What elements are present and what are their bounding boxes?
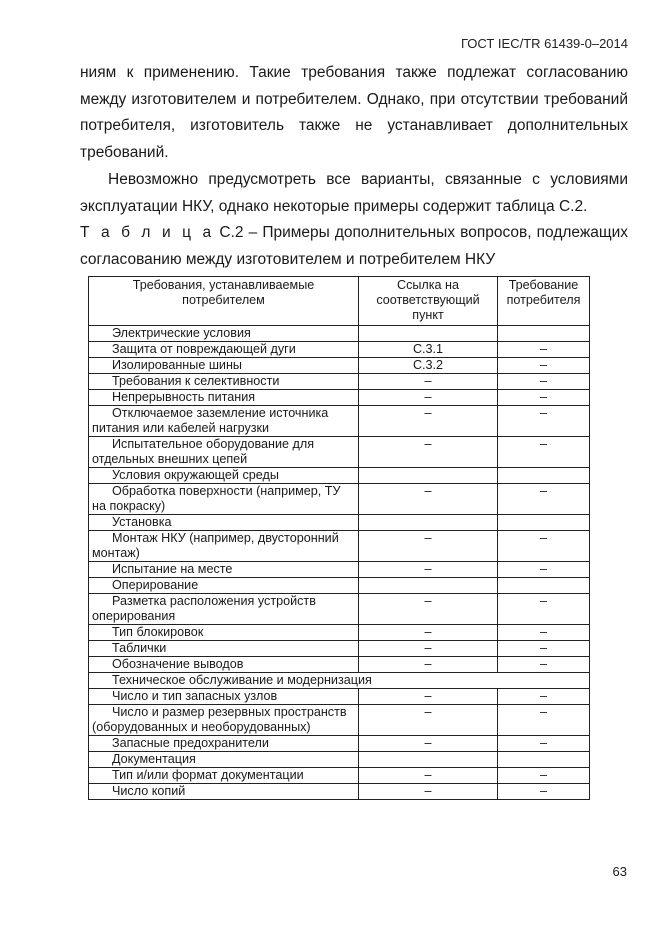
table-row (89, 342, 590, 358)
reference-cell: С.3.1 (359, 342, 498, 358)
table-caption-label: Т а б л и ц а (80, 224, 215, 241)
reference-cell: – (359, 531, 498, 562)
requirement-text: Электрические условия (112, 326, 251, 340)
user-requirement-cell: – (498, 736, 590, 752)
user-requirement-cell: – (498, 784, 590, 800)
requirement-cell (89, 531, 359, 562)
requirement-cell (89, 390, 359, 406)
requirement-text: Испытание на месте (112, 562, 233, 576)
reference-cell: – (359, 657, 498, 673)
requirement-text: Требования к селективности (112, 374, 280, 388)
reference-cell: – (359, 705, 498, 736)
requirement-text: Обработка поверхности (например, ТУ на покраску) (92, 484, 341, 513)
requirement-text: Документация (112, 752, 196, 766)
requirement-text: Таблички (112, 641, 167, 655)
paragraph-table-intro-text: Невозможно предусмотреть все варианты, связанные с условиями эксплуатации НКУ, однако некоторые примеры содержит таблица С.2. (80, 171, 628, 215)
table-row (89, 374, 590, 390)
requirement-text: Установка (112, 515, 172, 529)
requirement-text: Непрерывность питания (112, 390, 256, 404)
table-section-row (89, 752, 590, 768)
table-row (89, 768, 590, 784)
reference-cell (359, 468, 498, 484)
table-section-row (89, 515, 590, 531)
user-requirement-cell (498, 578, 590, 594)
reference-cell: – (359, 484, 498, 515)
section-title-cell (89, 752, 359, 768)
user-requirement-cell: – (498, 390, 590, 406)
requirement-text: Оперирование (112, 578, 199, 592)
reference-cell: – (359, 437, 498, 468)
section-title-cell (89, 578, 359, 594)
table-row (89, 625, 590, 641)
requirement-cell (89, 437, 359, 468)
requirement-text: Испытательное оборудование для отдельных внешних цепей (92, 437, 315, 466)
table-row (89, 484, 590, 515)
table-row (89, 705, 590, 736)
requirement-cell (89, 342, 359, 358)
reference-cell (359, 515, 498, 531)
requirement-cell (89, 594, 359, 625)
reference-cell: – (359, 736, 498, 752)
requirement-cell (89, 784, 359, 800)
requirement-text: Разметка расположения устройств оперирования (92, 594, 316, 623)
table-caption (80, 220, 628, 273)
requirement-cell (89, 768, 359, 784)
user-requirement-cell (498, 468, 590, 484)
table-row (89, 358, 590, 374)
requirement-text: Монтаж НКУ (например, двусторонний монтаж) (92, 531, 339, 560)
reference-cell: – (359, 689, 498, 705)
table-row (89, 657, 590, 673)
reference-cell: – (359, 768, 498, 784)
reference-cell: – (359, 406, 498, 437)
requirement-text: Запасные предохранители (112, 736, 269, 750)
table-section-row (89, 326, 590, 342)
table-row (89, 784, 590, 800)
section-title-cell (89, 326, 359, 342)
user-requirement-cell (498, 326, 590, 342)
section-title-cell (89, 468, 359, 484)
user-requirement-cell: – (498, 625, 590, 641)
user-requirement-cell: – (498, 705, 590, 736)
column-header-requirements: Требования, устанавливаемые потребителем (89, 277, 359, 326)
requirement-cell (89, 705, 359, 736)
user-requirement-cell: – (498, 484, 590, 515)
reference-cell (359, 752, 498, 768)
table-section-row (89, 578, 590, 594)
user-requirement-cell: – (498, 657, 590, 673)
requirement-text: Отключаемое заземление источника питания или кабелей нагрузки (92, 406, 329, 435)
requirement-text: Условия окружающей среды (112, 468, 279, 482)
section-title-cell (89, 515, 359, 531)
reference-cell (359, 578, 498, 594)
user-requirement-cell: – (498, 594, 590, 625)
user-requirement-cell: – (498, 689, 590, 705)
requirement-cell (89, 657, 359, 673)
requirement-text: Обозначение выводов (112, 657, 244, 671)
reference-cell: С.3.2 (359, 358, 498, 374)
column-header-reference: Ссылка на соответствующий пункт (359, 277, 498, 326)
requirement-cell (89, 641, 359, 657)
table-header-row (89, 277, 590, 326)
requirement-cell (89, 358, 359, 374)
requirement-cell (89, 406, 359, 437)
document-code-header: ГОСТ IEC/TR 61439-0–2014 (460, 36, 628, 51)
reference-cell: – (359, 390, 498, 406)
requirement-text: Изолированные шины (112, 358, 242, 372)
table-row (89, 390, 590, 406)
reference-cell: – (359, 625, 498, 641)
requirement-text: Тип и/или формат документации (112, 768, 304, 782)
user-requirement-cell: – (498, 342, 590, 358)
requirement-cell (89, 374, 359, 390)
table-row (89, 594, 590, 625)
table-row (89, 689, 590, 705)
requirement-text: Число и тип запасных узлов (112, 689, 278, 703)
requirement-cell (89, 562, 359, 578)
user-requirement-cell: – (498, 374, 590, 390)
requirement-cell (89, 736, 359, 752)
section-title-cell (89, 673, 590, 689)
table-row (89, 437, 590, 468)
user-requirement-cell: – (498, 562, 590, 578)
column-header-user-requirement: Требование потребителя (498, 277, 590, 326)
table-section-row (89, 468, 590, 484)
table-row (89, 641, 590, 657)
requirement-cell (89, 484, 359, 515)
requirements-table (88, 276, 590, 800)
user-requirement-cell (498, 752, 590, 768)
user-requirement-cell: – (498, 437, 590, 468)
table-caption-text: С.2 – Примеры дополнительных вопросов, подлежащих согласованию между изготовителем и потребителем НКУ (80, 224, 629, 268)
user-requirement-cell: – (498, 641, 590, 657)
requirement-text: Техническое обслуживание и модернизация (112, 673, 372, 687)
requirement-text: Тип блокировок (112, 625, 204, 639)
reference-cell: – (359, 594, 498, 625)
table-body (89, 326, 590, 800)
paragraph-continuation: ниям к применению. Такие требования также подлежат согласованию между изготовителем и потребителем. Однако, при отсутствии требований потребителя, изготовитель также не устанавливает дополнительных требований. (80, 64, 628, 161)
table-row (89, 531, 590, 562)
table-section-row (89, 673, 590, 689)
user-requirement-cell: – (498, 358, 590, 374)
requirement-text: Число копий (112, 784, 186, 798)
requirement-text: Защита от повреждающей дуги (112, 342, 296, 356)
reference-cell: – (359, 374, 498, 390)
user-requirement-cell (498, 515, 590, 531)
table-row (89, 562, 590, 578)
requirement-text: Число и размер резервных пространств (оборудованных и необорудованных) (92, 705, 347, 734)
requirement-cell (89, 689, 359, 705)
reference-cell (359, 326, 498, 342)
reference-cell: – (359, 562, 498, 578)
reference-cell: – (359, 641, 498, 657)
reference-cell: – (359, 784, 498, 800)
paragraph-table-intro (80, 167, 628, 220)
user-requirement-cell: – (498, 531, 590, 562)
table-row (89, 736, 590, 752)
page-number: 63 (612, 864, 627, 879)
table-row (89, 406, 590, 437)
user-requirement-cell: – (498, 406, 590, 437)
requirement-cell (89, 625, 359, 641)
user-requirement-cell: – (498, 768, 590, 784)
